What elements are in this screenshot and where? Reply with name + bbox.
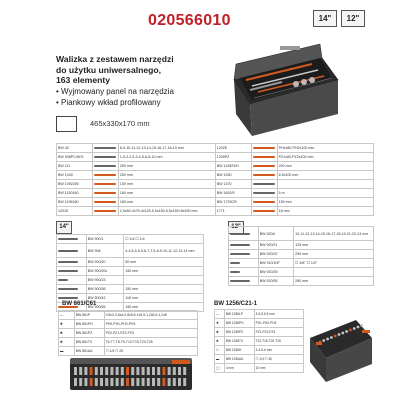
bit-icon: [126, 378, 129, 386]
item-desc: 150 mm: [124, 267, 204, 276]
bit-icon: [90, 378, 93, 386]
table-row: [57, 207, 374, 216]
bit-icon: [162, 367, 165, 375]
universal-joint-icon: [57, 276, 87, 285]
item-code: BW 1256PH: [224, 319, 254, 328]
item-code: BW 908PC/8C9: [57, 153, 93, 162]
bit-icon: [116, 367, 119, 375]
table-row: [215, 328, 304, 337]
bit-icon: [126, 367, 129, 375]
bit-box-image-right: [306, 308, 376, 394]
table-row: [215, 346, 304, 355]
table-row: [229, 241, 374, 250]
hacksaw-icon: [251, 198, 277, 207]
item-code: BW 1150160: [57, 189, 93, 198]
bit-set-left-table: [58, 310, 198, 356]
bit-icon: [110, 367, 113, 375]
item-code: BW 900/36: [86, 285, 123, 294]
adapter-icon: [229, 259, 259, 268]
table-row: [215, 364, 304, 373]
socket-set-12-table: [228, 226, 374, 286]
bit-icon: [136, 378, 139, 386]
bit-icon: [121, 367, 124, 375]
bit-icon: [326, 338, 329, 341]
item-desc: PH1-PH2-PH3: [254, 319, 303, 328]
item-code: BW 1040: [57, 171, 93, 180]
item-desc: 10 mm: [254, 364, 303, 373]
sockets-icon: [229, 227, 259, 241]
item-code: BW 920A: [258, 227, 293, 241]
item-desc: 4-4,5-5-5,5-6-7-7,5-8-9-10-11-12-13-14 mm: [124, 244, 204, 258]
item-desc: ☐ 1/4 ☐ 25: [104, 347, 197, 356]
screwdriver-icon: [92, 207, 118, 216]
table-row: [57, 235, 204, 244]
title-line: do użytku uniwersalnego,: [56, 64, 162, 75]
bit-icon: [322, 339, 325, 342]
bit-box-image-left: [64, 354, 198, 396]
item-code: BW 920/22: [258, 250, 293, 259]
item-code: BW 1256PZ: [224, 328, 254, 337]
bit-icon: [147, 378, 150, 386]
table-row: [57, 276, 204, 285]
item-desc: 250 mm: [118, 162, 215, 171]
bit-icon: [116, 378, 119, 386]
bit-icon: [341, 332, 344, 335]
bit-icon: [178, 378, 181, 386]
table-row: [229, 259, 374, 268]
item-code: BW 900/23: [86, 276, 123, 285]
adjustable-wrench-icon: [92, 162, 118, 171]
item-desc: 250 mm: [294, 250, 374, 259]
item-desc: 150 mm: [124, 303, 204, 312]
item-code: BW 861PZ: [74, 329, 104, 338]
item-desc: 4-5,5-6,5 mm: [254, 310, 303, 319]
torx-bit-icon: ✺: [215, 337, 225, 346]
bit-icon: [105, 367, 108, 375]
bit-icon: [173, 367, 176, 375]
bit-icon: [131, 378, 134, 386]
ratchet-icon: [229, 277, 259, 286]
pliers-icon: [92, 180, 118, 189]
bit-icon: [334, 335, 337, 338]
bit-icon: [84, 367, 87, 375]
bit-icon: [178, 367, 181, 375]
item-desc: ☐ 1/4 ☐ 1/4: [124, 235, 204, 244]
item-desc: ☐ 1/4 ☐ 30: [254, 355, 303, 364]
table-row: [59, 320, 198, 329]
item-code: BW 920/25: [258, 268, 293, 277]
bit-icon: [173, 378, 176, 386]
item-code: 4 mm: [224, 364, 254, 373]
item-code: BW 900/20L: [86, 267, 123, 276]
table-row: [215, 310, 304, 319]
item-code: BW 1370: [215, 180, 251, 189]
sockets-icon: [57, 244, 87, 258]
item-desc: PZ1-PZ2-PZ3: [254, 328, 303, 337]
bit-holder-icon: ▬: [59, 347, 75, 356]
feature-bullet: • Wyjmowany panel na narzędzia: [56, 87, 174, 96]
bit-icon: [105, 378, 108, 386]
item-desc: [124, 276, 204, 285]
item-desc: T6-T7-T8-T9-T10-T15-T20-T25: [104, 338, 197, 347]
item-desc: 50 mm: [124, 258, 204, 267]
hex-key-icon: [92, 153, 118, 162]
item-code: 1771: [215, 207, 251, 216]
bit-icon: [84, 378, 87, 386]
item-desc: 280 mm: [294, 277, 374, 286]
bit-icon: [147, 367, 150, 375]
title-line: Walizka z zestawem narzędzi: [56, 54, 174, 64]
table-row: [229, 268, 374, 277]
table-row: [59, 311, 198, 320]
tool-case-image: [222, 40, 340, 140]
pozidriv-bit-icon: ✱: [59, 329, 75, 338]
chisel-icon: [251, 171, 277, 180]
item-desc: 250 mm: [118, 171, 215, 180]
bit-icon: [100, 367, 103, 375]
item-desc: 125 mm: [294, 241, 374, 250]
item-desc: 8-9-10-11-12-13-14-15-16-17-18-19 mm: [118, 144, 215, 153]
bit-icon: [338, 333, 341, 336]
flat-bit-icon: —: [59, 311, 75, 320]
item-desc: 200 mm: [277, 162, 373, 171]
table-row: [229, 250, 374, 259]
phillips-bit-icon: ✚: [59, 320, 75, 329]
item-desc: 1,5-2-2,5-3-4-5-6-8-10 mm: [118, 153, 215, 162]
table-row: [57, 144, 374, 153]
bit-icon: [157, 378, 160, 386]
item-desc: 160 mm: [118, 189, 215, 198]
bit-icon: [349, 329, 352, 332]
tape-measure-icon: [251, 189, 277, 198]
bit-icon: [131, 367, 134, 375]
item-code: 1202E: [215, 144, 251, 153]
bit-icon: [357, 326, 360, 329]
item-desc: 116 mm: [124, 294, 204, 303]
item-desc: [294, 268, 374, 277]
bit-icon: [100, 378, 103, 386]
table-row: [57, 267, 204, 276]
screwdriver-icon: [251, 153, 277, 162]
bit-icon: [136, 367, 139, 375]
extension-icon: [229, 241, 259, 250]
pozidriv-bit-icon: ✱: [215, 328, 225, 337]
screwdriver-icon: [251, 144, 277, 153]
item-desc: T10-T15-T20-T25: [254, 337, 303, 346]
extension-icon: [57, 267, 87, 276]
dimension-icon: [56, 116, 77, 132]
bit-holder-icon: ▬: [215, 355, 225, 364]
socket-bit-icon: ◯: [215, 364, 225, 373]
bit-icon: [157, 367, 160, 375]
universal-joint-icon: [229, 268, 259, 277]
bit-icon: [168, 378, 171, 386]
item-desc: PH1x80-PH2x100 mm: [277, 144, 373, 153]
item-code: BW 1725CR: [215, 198, 251, 207]
bit-icon: [142, 367, 145, 375]
item-desc: 18 mm: [277, 207, 373, 216]
table-row: [59, 338, 198, 347]
table-row: [57, 258, 204, 267]
bit-icon: [95, 378, 98, 386]
bit-set-right-table: [214, 309, 304, 373]
bit-icon: [162, 378, 165, 386]
drive-badge-14: 14": [56, 221, 72, 234]
item-code: 1201E: [57, 207, 93, 216]
table-row: [59, 329, 198, 338]
item-code: BW 1692/5: [215, 189, 251, 198]
table-row: [57, 180, 374, 189]
bit-icon: [142, 378, 145, 386]
bit-icon: [360, 324, 363, 327]
bit-icon: [168, 367, 171, 375]
item-code: BW 861PH: [74, 320, 104, 329]
item-code: BW 1196160: [57, 198, 93, 207]
bit-icon: [79, 367, 82, 375]
item-code: BW 111: [57, 162, 93, 171]
ratchet-icon: [57, 285, 87, 294]
bit-icon: [79, 378, 82, 386]
item-code: 1209PZ: [215, 153, 251, 162]
bit-set-title-right: BW 1256/C21-1: [214, 301, 258, 307]
item-code: BW 1256LP: [224, 310, 254, 319]
table-row: [215, 319, 304, 328]
scissors-icon: [251, 162, 277, 171]
item-desc: 0,5x3-0,6x4-0,8x5,5-1x5,5-1,2x6,5-1,2x8: [104, 311, 197, 320]
item-code: BW 1256TX: [224, 337, 254, 346]
item-desc: ☐ 3/8" ☐ 1/2": [294, 259, 374, 268]
table-row: [57, 189, 374, 198]
cutter-knife-icon: [251, 207, 277, 216]
bit-icon: [121, 378, 124, 386]
item-desc: PZ0-PZ1-PZ2-PZ3: [104, 329, 197, 338]
item-code: BW 910/10F: [258, 259, 293, 268]
item-code: BW 1250: [215, 171, 251, 180]
item-code: BW 900/55: [86, 303, 123, 312]
item-desc: 150 mm: [277, 198, 373, 207]
hammer-icon: [251, 180, 277, 189]
drive-badge-12: 12": [228, 221, 244, 234]
bit-icon: [74, 378, 77, 386]
item-code: BW 920/21: [258, 241, 293, 250]
size-badge-12: 12": [341, 10, 365, 27]
item-desc: 150 mm: [124, 285, 204, 294]
phillips-bit-icon: ✚: [215, 319, 225, 328]
item-desc: 3-4-5-6 mm: [254, 346, 303, 355]
bit-icon: [353, 327, 356, 330]
item-desc: PZ1x80-PZ2x100 mm: [277, 153, 373, 162]
item-code: BW 920/55: [258, 277, 293, 286]
item-code: BW 1256AA: [224, 355, 254, 364]
table-row: [215, 355, 304, 364]
item-desc: 2,5x50-3x75-4x125-5,5x150-6,5x150+8x150 mm: [118, 207, 215, 216]
item-code: BW 42: [57, 144, 93, 153]
table-row: [57, 171, 374, 180]
item-code: BW 861AA: [74, 347, 104, 356]
ratchet-icon: [57, 235, 87, 244]
pliers-icon: [92, 189, 118, 198]
dimensions-text: 465x330x170 mm: [90, 119, 150, 128]
size-badge-14: 14": [313, 10, 337, 27]
wrench-icon: [92, 144, 118, 153]
extension-icon: [229, 250, 259, 259]
product-code: 020566010: [148, 12, 231, 29]
bit-icon: [110, 378, 113, 386]
table-row: [215, 337, 304, 346]
bit-icon: [74, 367, 77, 375]
item-code: BW 900/20: [86, 258, 123, 267]
item-code: BW 1256H: [224, 346, 254, 355]
title-line: 163 elementy: [56, 75, 110, 85]
item-desc: 6,5x100 mm: [277, 171, 373, 180]
item-desc: PH0-PH1-PH2-PH3: [104, 320, 197, 329]
item-code: BW 908: [86, 244, 123, 258]
item-desc: 5 m: [277, 189, 373, 198]
table-row: [57, 198, 374, 207]
table-row: [229, 277, 374, 286]
torx-bit-icon: ✺: [59, 338, 75, 347]
bit-icon: [90, 367, 93, 375]
item-code: BW 1092250: [57, 180, 93, 189]
hex-bit-icon: ⬡: [215, 346, 225, 355]
table-row: [57, 162, 374, 171]
item-desc: 160 mm: [118, 198, 215, 207]
item-desc: [277, 180, 373, 189]
tools-spec-table: [56, 143, 374, 216]
product-title: [56, 54, 206, 86]
item-code: BW 1128SXH: [215, 162, 251, 171]
table-row: [57, 153, 374, 162]
feature-bullet: • Piankowy wkład profilowany: [56, 98, 161, 107]
bit-icon: [152, 367, 155, 375]
bit-icon: [152, 378, 155, 386]
bit-icon: [95, 367, 98, 375]
table-row: [229, 227, 374, 241]
bit-icon: [330, 336, 333, 339]
bit-icon: [183, 378, 186, 386]
table-row: [57, 285, 204, 294]
pliers-icon: [92, 171, 118, 180]
extension-icon: [57, 258, 87, 267]
item-code: BW 861P: [74, 311, 104, 320]
item-desc: 150 mm: [118, 180, 215, 189]
pliers-icon: [92, 198, 118, 207]
item-desc: 10-11-12-13-14-15-16-17-18-19-21-22-24 mm: [294, 227, 374, 241]
item-code: BW 861TX: [74, 338, 104, 347]
bit-icon: [345, 330, 348, 333]
bit-icon: [183, 367, 186, 375]
table-row: [57, 244, 204, 258]
bit-set-title-left: BW 861/C61: [62, 301, 97, 307]
item-code: BW 900/1: [86, 235, 123, 244]
flat-bit-icon: —: [215, 310, 225, 319]
item-code: BW 900/42: [86, 294, 123, 303]
